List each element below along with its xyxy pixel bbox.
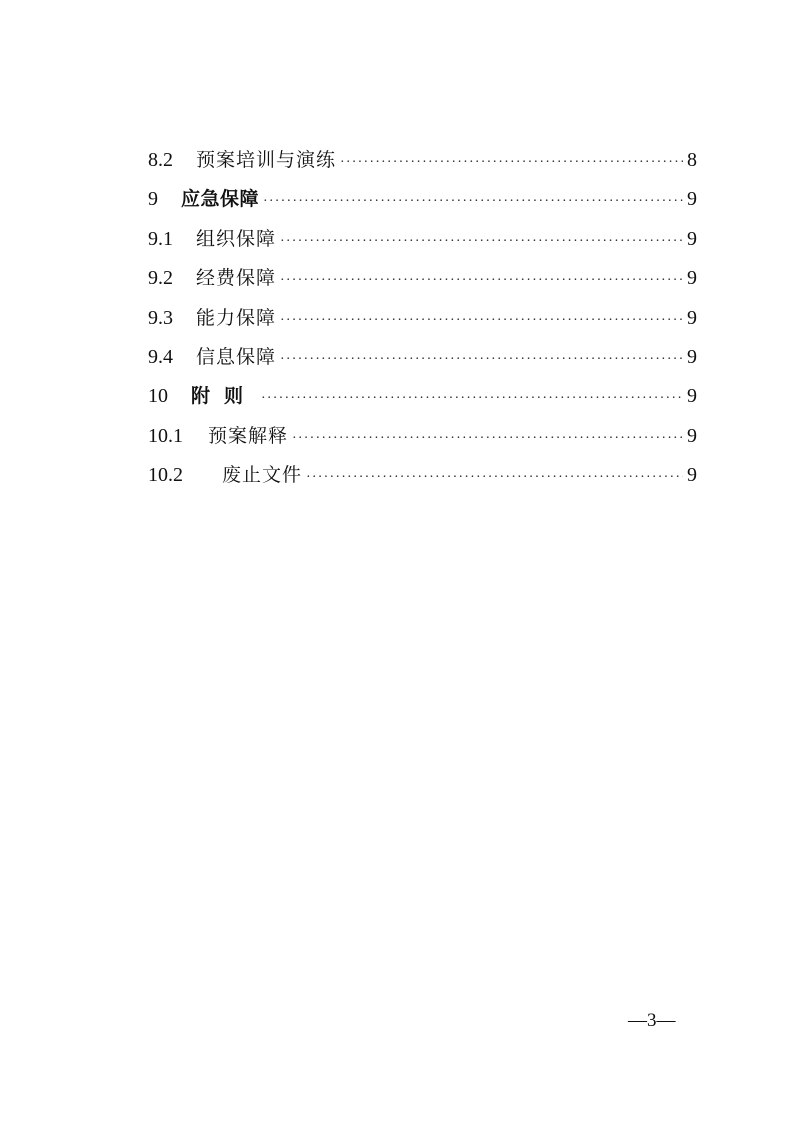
toc-entry-number: 10 [148,385,168,408]
toc-entry-page: 8 [687,149,697,171]
toc-entry-number: 10.1 [148,424,183,447]
toc-entry-page: 9 [687,227,697,250]
toc-entry-number: 8.2 [148,149,173,171]
toc-entry-title: 预案培训与演练 [196,149,337,171]
toc-entry-title: 废止文件 [222,464,303,487]
toc-dot-leader [280,340,683,379]
page-number: —3— [628,1010,676,1031]
toc-entry-9-4[interactable] [148,338,697,377]
toc-entry-number: 10.2 [148,464,183,487]
toc-entry-9-1[interactable] [148,220,697,259]
toc-entry-page: 9 [687,188,697,211]
toc-entry-number: 9.3 [148,306,173,329]
toc-entry-title: 信息保障 [196,345,277,368]
toc-entry-page: 9 [687,385,697,408]
toc-entry-page: 9 [687,306,697,329]
toc-entry-page: 9 [687,464,697,487]
toc-dot-leader [263,182,683,221]
toc-entry-10-1[interactable] [148,417,697,456]
toc-entry-title: 能力保障 [196,306,277,329]
toc-entry-number: 9.2 [148,267,173,290]
toc-entry-10[interactable] [148,377,697,416]
table-of-contents [148,141,697,496]
toc-dot-leader [280,222,683,261]
toc-entry-title: 附则 [191,385,258,408]
toc-entry-title: 预案解释 [208,424,289,447]
toc-entry-9-2[interactable] [148,259,697,298]
toc-entry-9[interactable] [148,180,697,219]
toc-dot-leader [292,419,683,458]
toc-entry-10-2[interactable] [148,456,697,495]
toc-entry-9-3[interactable] [148,299,697,338]
toc-entry-number: 9 [148,188,158,211]
toc-entry-page: 9 [687,424,697,447]
toc-dot-leader [340,143,683,182]
toc-entry-page: 9 [687,267,697,290]
toc-entry-number: 9.1 [148,227,173,250]
toc-dot-leader [280,261,683,300]
toc-dot-leader [261,379,683,418]
toc-entry-8-2[interactable] [148,141,697,180]
toc-entry-title: 组织保障 [196,227,277,250]
toc-entry-number: 9.4 [148,345,173,368]
toc-dot-leader [280,301,683,340]
toc-entry-title: 经费保障 [196,267,277,290]
toc-entry-title: 应急保障 [181,188,260,211]
toc-entry-page: 9 [687,345,697,368]
toc-dot-leader [306,458,683,497]
